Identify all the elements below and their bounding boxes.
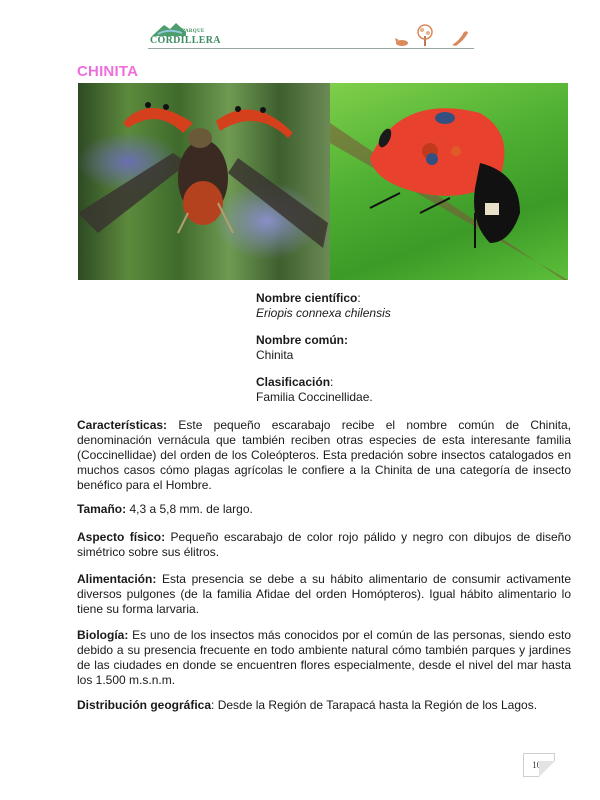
section-aspecto-fisico — [77, 530, 571, 560]
section-label: Biología: — [77, 628, 129, 642]
section-biologia — [77, 628, 571, 688]
scientific-name-value: Eriopis connexa chilensis — [256, 306, 391, 320]
ladybug-on-leaf-photo — [330, 83, 568, 280]
fox-icon — [395, 38, 408, 46]
scientific-name-block: Nombre científico: Eriopis connexa chilensis — [256, 291, 391, 320]
page-number — [523, 753, 555, 777]
section-label: Aspecto físico: — [77, 530, 166, 544]
common-name-value: Chinita — [256, 348, 294, 362]
page-title: CHINITA — [77, 63, 139, 80]
tree-icon — [418, 25, 432, 46]
section-text: : Desde la Región de Tarapacá hasta la Región de los Lagos. — [211, 698, 538, 712]
parque-cordillera-logo — [148, 20, 228, 48]
section-label: Tamaño: — [77, 502, 127, 516]
section-text: Pequeño escarabajo de color rojo pálido y negro con dibujos de diseño simétrico sobre sus élitros. — [77, 530, 572, 559]
section-caracteristicas — [77, 418, 571, 493]
ladybug-flying-photo — [78, 83, 330, 280]
classification-label: Clasificación — [256, 375, 331, 389]
header-decoration — [394, 22, 474, 48]
section-tamano — [77, 502, 571, 517]
section-distribucion — [77, 698, 571, 713]
section-text: Es uno de los insectos más conocidos por el común de las personas, siendo esto debido a su presencia frecuente en todo ambiente natural cómo también parques y jardines de las ciudades en donde se encuentren flores especialmente, desde el nivel del mar hasta los 1.500 m.s.n.m. — [77, 628, 571, 687]
common-name-block — [256, 333, 391, 363]
bird-icon — [452, 31, 468, 46]
mountain-icon — [152, 22, 186, 36]
classification-value: Familia Coccinellidae. — [256, 390, 373, 404]
classification-block: Clasificación: Familia Coccinellidae. — [256, 375, 391, 405]
logo-line2: CORDILLERA — [150, 35, 221, 46]
scientific-name-label: Nombre científico — [256, 291, 358, 305]
page-header — [148, 20, 474, 52]
section-alimentacion — [77, 572, 571, 617]
section-text: Este pequeño escarabajo recibe el nombre común de Chinita, denominación vernácula que también reciben otras especies de esta interesante familia (Coccinellidae) del orden de los Coleópteros. Esta predación sobre insectos catalogados en muchos casos cómo plagas agrícolas le confiere a la Chinita de una categoría de insecto benéfico para el Hombre. — [77, 418, 571, 492]
section-label: Alimentación: — [77, 572, 157, 586]
common-name-label: Nombre común: — [256, 333, 349, 347]
header-rule — [148, 48, 474, 49]
page-number-value: 105 — [532, 760, 546, 770]
section-label: Distribución geográfica — [77, 698, 212, 712]
species-info — [256, 291, 391, 417]
page-curl-icon — [539, 761, 555, 777]
logo-line1: PARQUE — [182, 29, 205, 34]
section-text: Esta presencia se debe a su hábito alimentario de consumir activamente diversos pulgones (de la familia Afidae del orden Homópteros). Igual hábito alimentario lo tiene su forma larvaria. — [77, 572, 571, 616]
section-text: 4,3 a 5,8 mm. de largo. — [126, 502, 253, 516]
section-label: Características: — [77, 418, 168, 432]
